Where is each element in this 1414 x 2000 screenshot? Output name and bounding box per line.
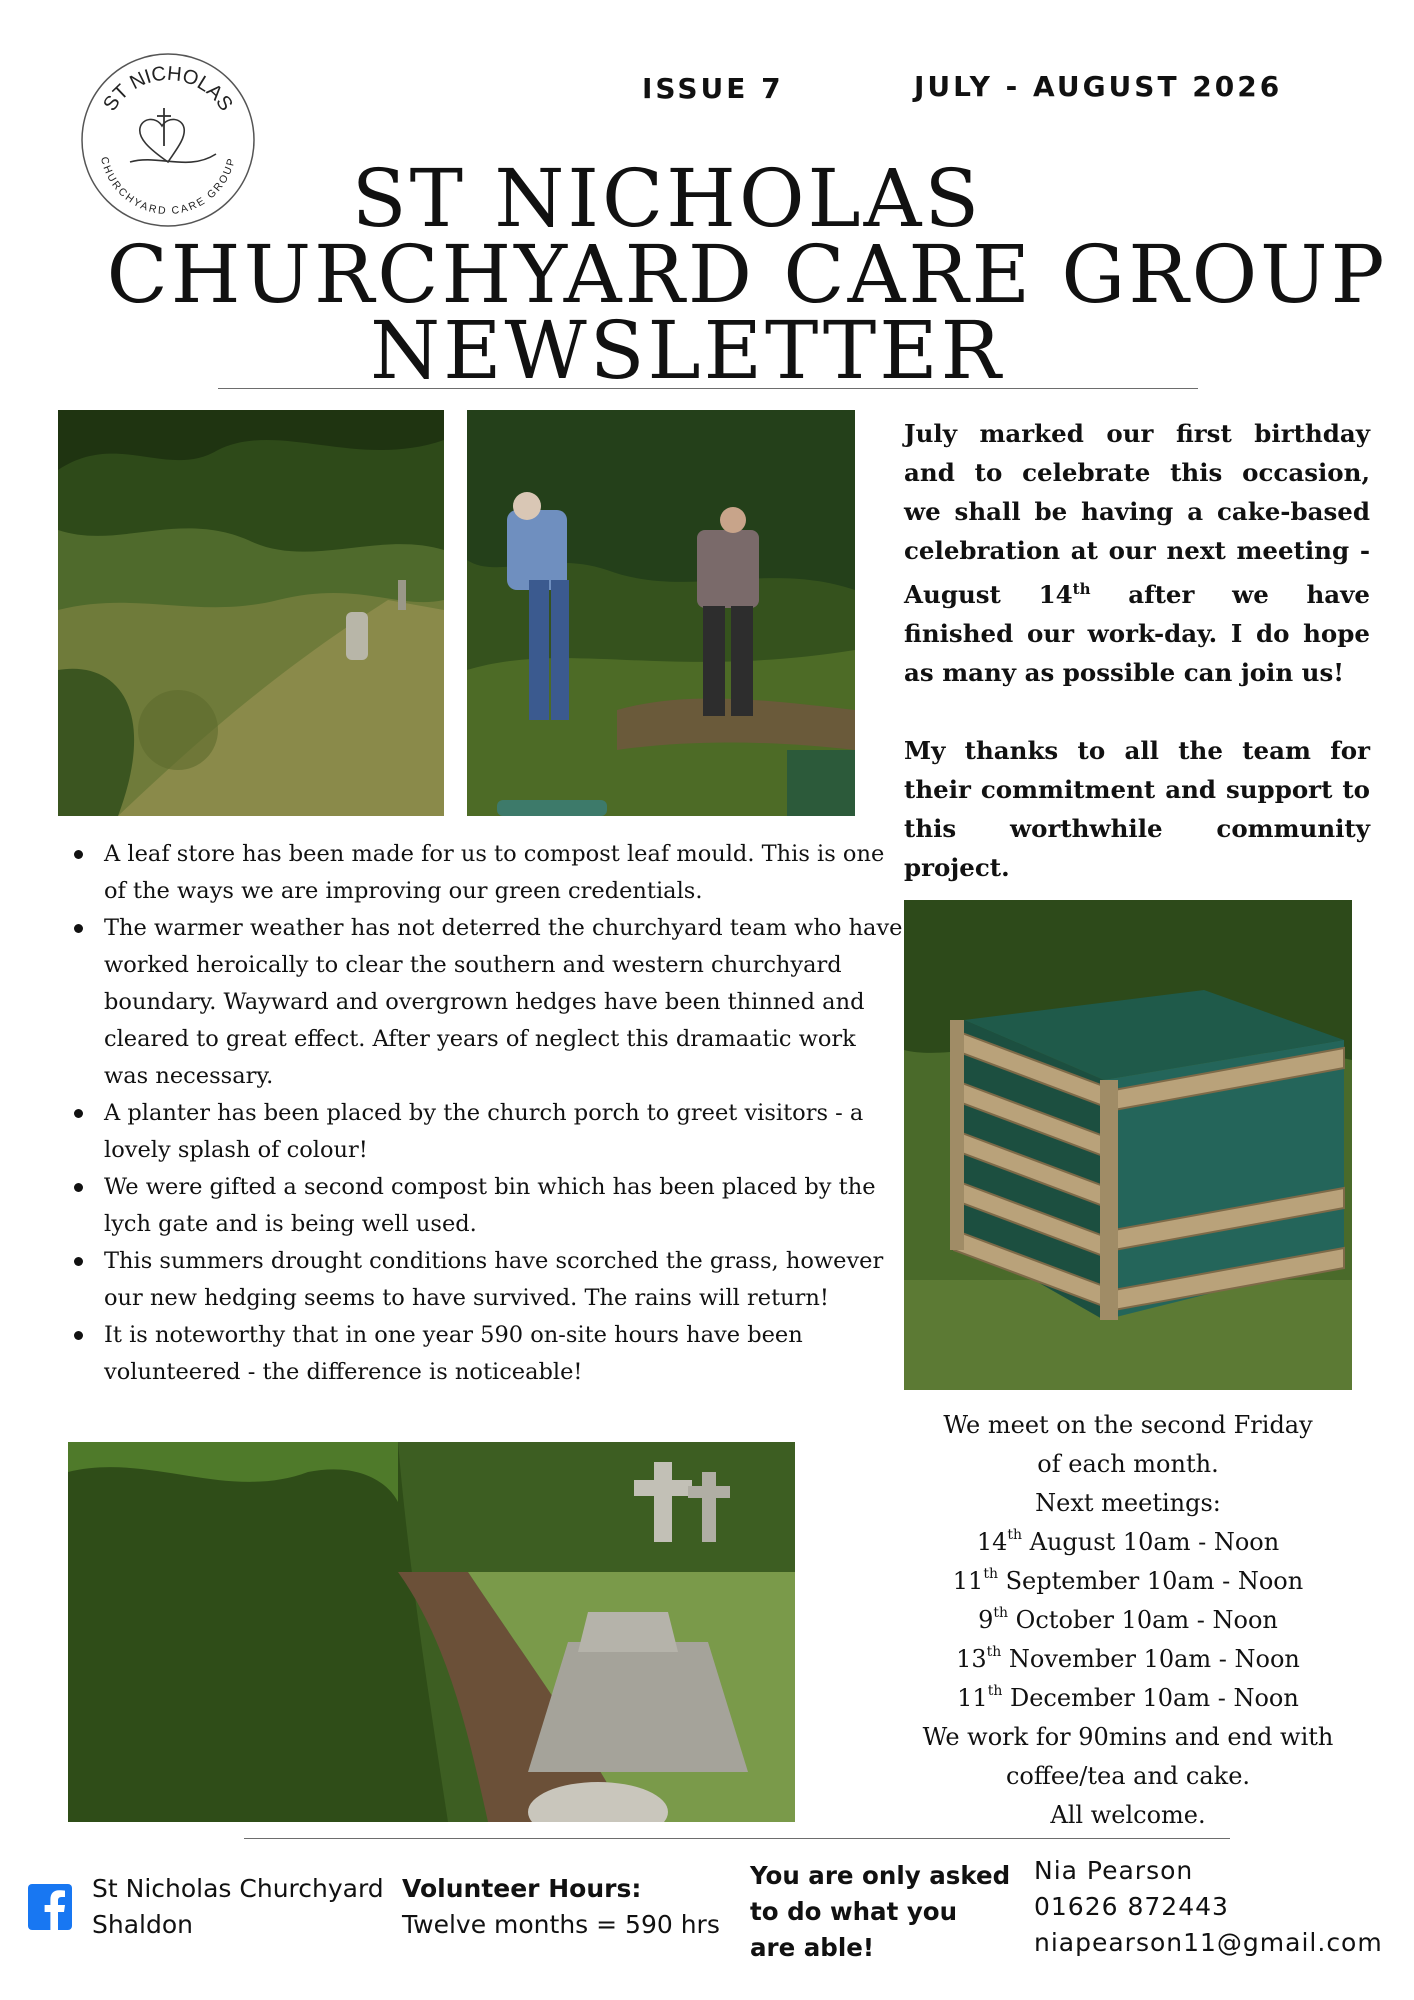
list-item: It is noteworthy that in one year 590 on-site hours have been volunteered - the difference is noticeable!: [104, 1317, 904, 1391]
logo-bottom-text: CHURCHYARD CARE GROUP: [97, 155, 239, 218]
meeting-date: 11th September 10am - Noon: [952, 1566, 1304, 1595]
ability-note: You are only asked to do what you are able!: [750, 1861, 1011, 1962]
volunteer-hours: [402, 1871, 720, 1943]
news-bullet-list: [60, 836, 904, 1391]
issue-dates: JULY - AUGUST 2026: [914, 70, 1283, 103]
list-item: The warmer weather has not deterred the churchyard team who have worked heroically to clear the southern and western churchyard boundary. Wayward and overgrown hedges have been thinned and cleared to great effect. After years of neglect this dramaatic work was necessary.: [104, 910, 904, 1095]
issue-number: ISSUE 7: [642, 72, 784, 105]
list-item: This summers drought conditions have scorched the grass, however our new hedging seems to have survived. The rains will return!: [104, 1243, 904, 1317]
facebook-icon[interactable]: [28, 1884, 72, 1930]
footer-divider: [244, 1838, 1230, 1839]
contact-name: Nia Pearson: [1034, 1856, 1194, 1885]
meetings-line: coffee/tea and cake.: [1005, 1762, 1251, 1790]
title-line-1: ST NICHOLAS: [351, 152, 983, 245]
list-item: We were gifted a second compost bin which has been placed by the lych gate and is being well used.: [104, 1169, 904, 1243]
contact-email[interactable]: niapearson11@gmail.com: [1034, 1928, 1383, 1957]
meetings-line: We meet on the second Friday: [943, 1411, 1313, 1439]
photo-cleared-slope: [58, 410, 444, 816]
meetings-line: of each month.: [1037, 1450, 1219, 1478]
intro-paragraph-2: My thanks to all the team for their commitment and support to this worthwhile community project.: [904, 736, 1370, 883]
list-item: A planter has been placed by the church porch to greet visitors - a lovely splash of colour!: [104, 1095, 904, 1169]
meeting-date: 13th November 10am - Noon: [956, 1644, 1300, 1673]
title-line-3: NEWSLETTER: [370, 304, 1004, 397]
facebook-page-name[interactable]: St Nicholas Churchyard Shaldon: [92, 1874, 384, 1939]
header-divider: [218, 388, 1198, 389]
photo-graves-path: [68, 1442, 795, 1822]
volunteer-hours-label: Volunteer Hours:: [402, 1874, 642, 1903]
contact-details: [1034, 1853, 1383, 1961]
logo-top-text: ST NICHOLAS: [99, 62, 237, 116]
list-item: A leaf store has been made for us to compost leaf mould. This is one of the ways we are improving our green credentials.: [104, 836, 904, 910]
meetings-info: [900, 1406, 1356, 1835]
meetings-line: We work for 90mins and end with: [922, 1723, 1334, 1751]
photo-compost-bin: [904, 900, 1352, 1390]
meeting-date: 9th October 10am - Noon: [978, 1605, 1278, 1634]
intro-text: [904, 414, 1370, 887]
meeting-date: 14th August 10am - Noon: [976, 1527, 1280, 1556]
photo-volunteers-clearing: [467, 410, 855, 816]
intro-paragraph-1: July marked our first birthday and to celebrate this occasion, we shall be having a cake-based celebration at our next meeting - August 14th after we have finished our work-day. I do hope as many as possible can join us!: [904, 419, 1371, 688]
volunteer-hours-value: Twelve months = 590 hrs: [402, 1910, 720, 1939]
title-line-2: CHURCHYARD CARE GROUP: [106, 228, 1388, 321]
meetings-line: All welcome.: [1050, 1801, 1206, 1829]
meetings-line: Next meetings:: [1035, 1489, 1221, 1517]
meeting-date: 11th December 10am - Noon: [957, 1683, 1299, 1712]
contact-phone[interactable]: 01626 872443: [1034, 1892, 1229, 1921]
svg-text:ST NICHOLAS: [99, 63, 237, 115]
